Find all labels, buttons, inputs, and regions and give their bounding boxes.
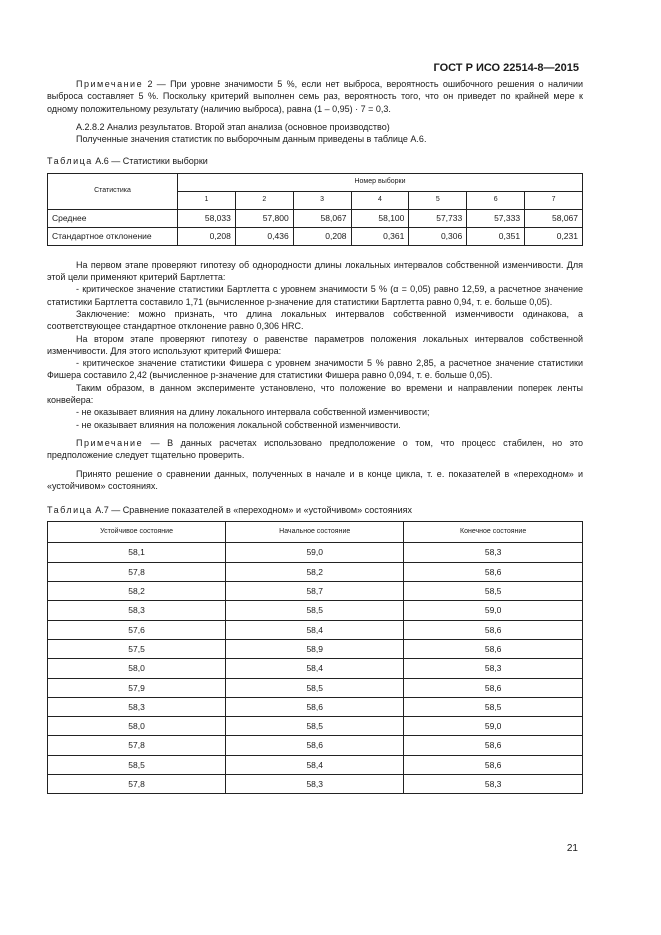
page-number: 21 <box>566 843 578 854</box>
table-cell: 58,2 <box>48 582 226 601</box>
table-cell: 57,8 <box>48 562 226 581</box>
table-cell: 58,7 <box>226 582 404 601</box>
table-cell: 58,3 <box>404 659 583 678</box>
table-a6-caption <box>47 155 583 167</box>
table-row <box>48 774 583 793</box>
table-cell: 58,067 <box>293 209 351 227</box>
table-cell: 58,5 <box>404 697 583 716</box>
table-a7-caption <box>47 504 583 516</box>
row-label: Среднее <box>48 209 178 227</box>
body-paragraph: - критическое значение статистики Бартлетта с уровнем значимости 5 % (α = 0,05) равно 12,59, а расчетное значение статистики Бартлетта составило 1,71 (вычисленное p-значение для статистики Бартлетта равно 0,94, т. е. больше 0,05). <box>47 284 583 307</box>
body-paragraph: - не оказывает влияния на длину локального интервала собственной изменчивости; <box>76 407 430 418</box>
table-cell: 58,6 <box>226 697 404 716</box>
table-a6-caption-label: Таблица <box>47 156 93 167</box>
table-cell: 57,8 <box>48 774 226 793</box>
table-row <box>48 227 583 245</box>
body-paragraph: Таким образом, в данном эксперименте установлено, что положение во времени и направлении поперек ленты конвейера: <box>47 382 583 406</box>
table-cell: 57,5 <box>48 639 226 658</box>
body-paragraph: На втором этапе проверяют гипотезу о равенстве параметров положения локальных интервалов собственной изменчивости. Для этого используют критерий Фишера: <box>47 333 583 356</box>
table-row <box>48 601 583 620</box>
table-cell: 58,3 <box>404 543 583 562</box>
table-cell: 59,0 <box>404 601 583 620</box>
table-a6 <box>47 173 583 246</box>
table-cell: 0,306 <box>409 227 467 245</box>
table-cell: 58,5 <box>226 717 404 736</box>
table-a7-caption-label: Таблица <box>47 505 93 516</box>
table-cell: 58,4 <box>226 620 404 639</box>
table-cell: 0,208 <box>178 227 236 245</box>
table-cell: 58,3 <box>226 774 404 793</box>
table-cell: 58,100 <box>351 209 409 227</box>
table-cell: 58,5 <box>404 582 583 601</box>
table-cell: 57,9 <box>48 678 226 697</box>
sample-number: 3 <box>293 191 351 209</box>
decision-paragraph: Принято решение о сравнении данных, полученных в начале и в конце цикла, т. е. показателей в «переходном» и «устойчивом» состояниях. <box>47 468 583 491</box>
table-cell: 58,3 <box>48 601 226 620</box>
table-cell: 58,4 <box>226 755 404 774</box>
table-cell: 59,0 <box>226 543 404 562</box>
table-cell: 58,6 <box>404 639 583 658</box>
table-cell: 0,436 <box>235 227 293 245</box>
body-paragraph: - не оказывает влияния на положения локальной собственной изменчивости. <box>76 419 401 430</box>
header-sample-number: Номер выборки <box>178 173 583 191</box>
note-label: Примечание <box>76 79 144 89</box>
table-cell: 58,6 <box>226 736 404 755</box>
table-row <box>48 755 583 774</box>
table-cell: 58,6 <box>404 620 583 639</box>
table-cell: 0,351 <box>467 227 525 245</box>
table-cell: 58,067 <box>525 209 583 227</box>
table-row <box>48 209 583 227</box>
table-cell: 0,208 <box>293 227 351 245</box>
header-final-state: Конечное состояние <box>404 522 583 543</box>
table-row <box>48 543 583 562</box>
body-paragraph: - критическое значение статистики Фишера с уровнем значимости 5 % равно 2,85, а расчетное значение статистики Фишера составило 2,42 (вычисленное p-значение для статистики Фишера равно 0,094, т. е. больше 0,05). <box>47 358 583 381</box>
table-cell: 58,5 <box>226 601 404 620</box>
table-cell: 58,033 <box>178 209 236 227</box>
table-cell: 59,0 <box>404 717 583 736</box>
row-label: Стандартное отклонение <box>48 227 178 245</box>
note-text: 2 — При уровне значимости 5 %, если нет выброса, вероятность ошибочного решения о наличии выброса составляет 5 %. Поскольку критерий выполнен семь раз, вероятность того, что он приведет по крайней мере к одному положительному результату (наличию выброса), равна (1 – 0,95) · 7 = 0,3. <box>47 79 583 114</box>
table-a6-caption-text: А.6 — Статистики выборки <box>92 156 208 167</box>
header-initial-state: Начальное состояние <box>226 522 404 543</box>
body-paragraph: Заключение: можно признать, что длина локальных интервалов собственной изменчивости одинакова, а соответствующее стандартное отклонение равно 0,306 HRC. <box>47 308 583 332</box>
table-cell: 58,3 <box>48 697 226 716</box>
table-cell: 58,6 <box>404 562 583 581</box>
table-cell: 58,1 <box>48 543 226 562</box>
document-header: ГОСТ Р ИСО 22514-8—2015 <box>433 62 579 74</box>
table-cell: 57,333 <box>467 209 525 227</box>
table-cell: 57,8 <box>48 736 226 755</box>
sample-number: 5 <box>409 191 467 209</box>
table-cell: 58,5 <box>48 755 226 774</box>
table-a7-caption-text: А.7 — Сравнение показателей в «переходном» и «устойчивом» состояниях <box>92 505 413 516</box>
section-heading: А.2.8.2 Анализ результатов. Второй этап анализа (основное производство) <box>76 121 390 132</box>
sample-number: 2 <box>235 191 293 209</box>
body-paragraph: На первом этапе проверяют гипотезу об однородности длины локальных интервалов собственной изменчивости. Для этой цели применяют критерий Бартлетта: <box>47 259 583 283</box>
table-cell: 0,361 <box>351 227 409 245</box>
table-row <box>48 562 583 581</box>
page-content <box>47 78 583 794</box>
table-row <box>48 697 583 716</box>
table-cell: 58,3 <box>404 774 583 793</box>
table-row <box>48 639 583 658</box>
table-cell: 58,2 <box>226 562 404 581</box>
table-cell: 0,231 <box>525 227 583 245</box>
table-cell: 58,6 <box>404 755 583 774</box>
section-intro: Полученные значения статистик по выборочным данным приведены в таблице А.6. <box>76 134 427 145</box>
note-text: — В данных расчетах использовано предположение о том, что процесс стабилен, но это предположение следует тщательно проверить. <box>47 437 583 461</box>
table-cell: 58,0 <box>48 717 226 736</box>
table-cell: 57,733 <box>409 209 467 227</box>
table-cell: 58,6 <box>404 736 583 755</box>
table-cell: 58,4 <box>226 659 404 678</box>
table-row <box>48 620 583 639</box>
sample-number: 1 <box>178 191 236 209</box>
header-steady-state: Устойчивое состояние <box>48 522 226 543</box>
table-cell: 58,6 <box>404 678 583 697</box>
table-row <box>48 736 583 755</box>
sample-number: 6 <box>467 191 525 209</box>
table-cell: 57,800 <box>235 209 293 227</box>
table-cell: 58,5 <box>226 678 404 697</box>
table-cell: 58,0 <box>48 659 226 678</box>
sample-number: 4 <box>351 191 409 209</box>
table-cell: 57,6 <box>48 620 226 639</box>
header-statistic: Статистика <box>48 173 178 209</box>
note-label: Примечание <box>76 437 144 448</box>
table-row <box>48 678 583 697</box>
table-row <box>48 717 583 736</box>
note-paragraph <box>47 437 583 462</box>
sample-number: 7 <box>525 191 583 209</box>
table-row <box>48 582 583 601</box>
table-cell: 58,9 <box>226 639 404 658</box>
note-paragraph <box>47 78 583 115</box>
table-a7 <box>47 521 583 794</box>
table-row <box>48 659 583 678</box>
